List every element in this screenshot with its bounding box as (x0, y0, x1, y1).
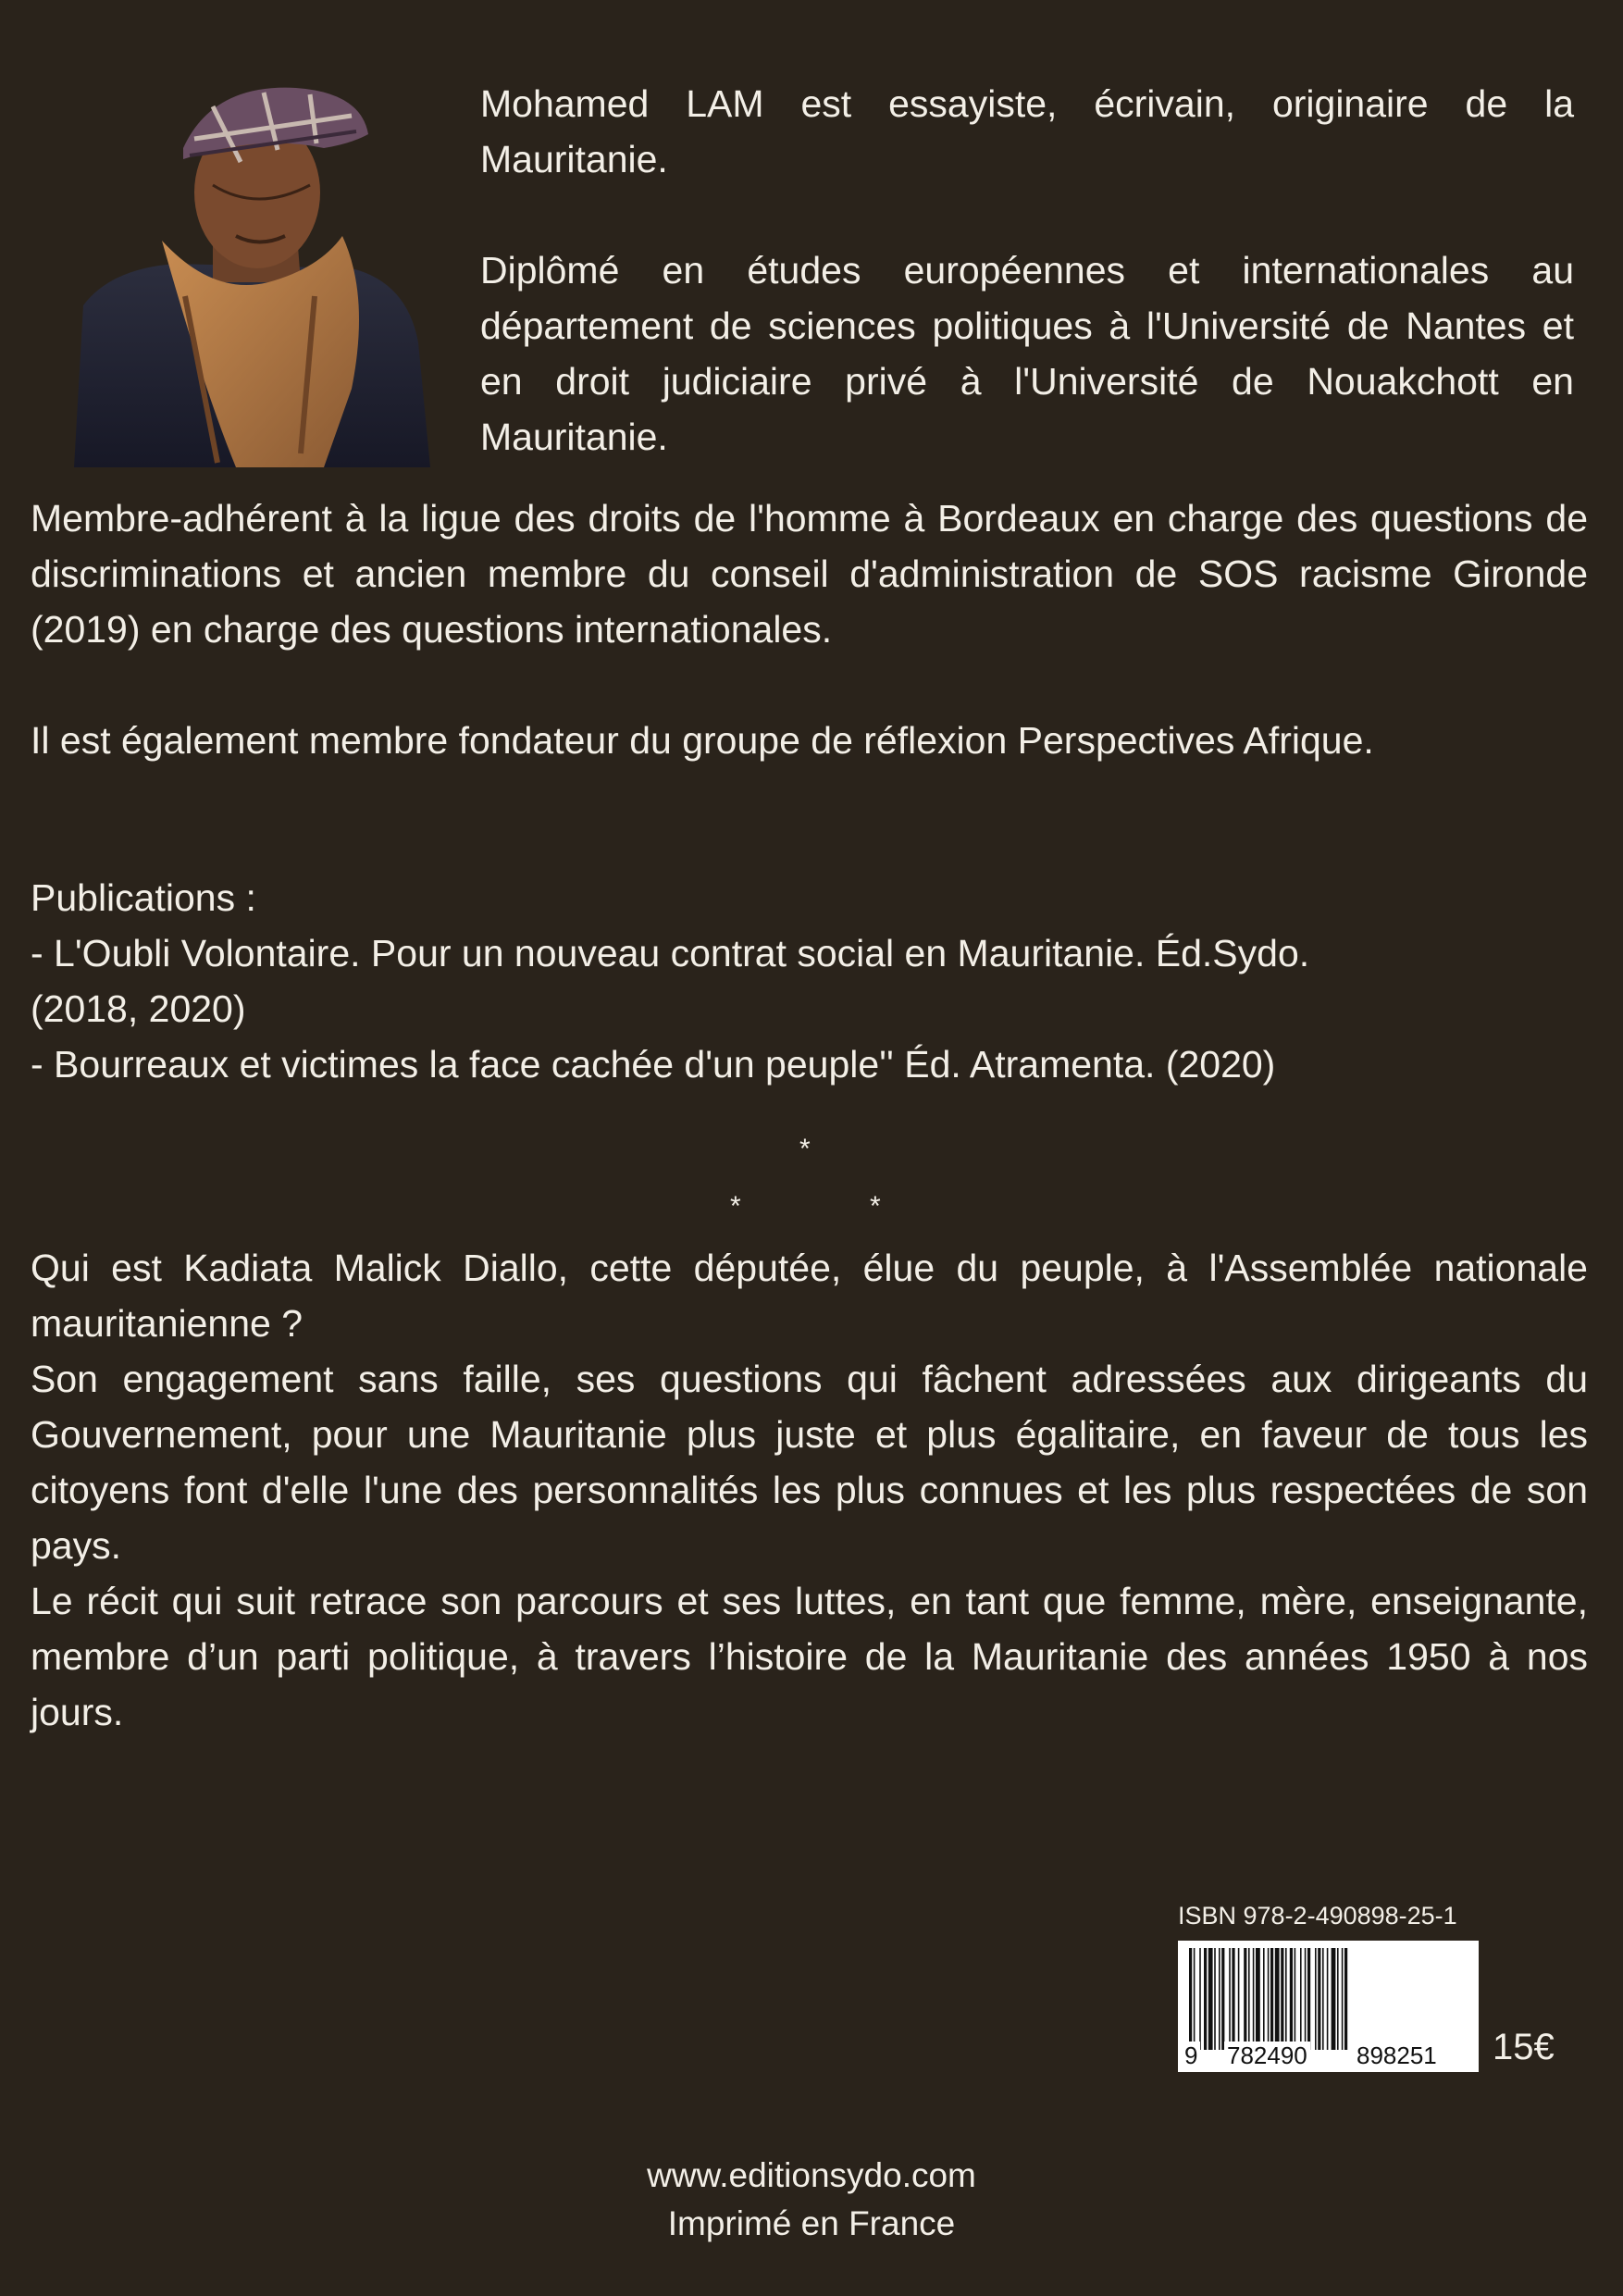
publication-item-text: - L'Oubli Volontaire. Pour un nouveau contrat social en Mauritanie. Éd.Sydo. (31, 932, 1310, 974)
author-photo (74, 83, 430, 467)
barcode-digits (1178, 2042, 1479, 2069)
publication-item (31, 925, 1588, 981)
barcode-digit-group: 782490 (1224, 2042, 1310, 2070)
barcode-digit-group: 9 (1182, 2042, 1200, 2070)
author-bio-intro (480, 76, 1574, 465)
bio-paragraph: Membre-adhérent à la ligue des droits de l'homme à Bordeaux en charge des questions de discriminations et ancien membre du conseil d'administration de SOS racisme Gironde (2019) en charge des questions internationales. (31, 497, 1588, 651)
bio-paragraph: Il est également membre fondateur du groupe de réflexion Perspectives Afrique. (31, 719, 1374, 762)
publisher-website[interactable]: www.editionsydo.com (647, 2156, 976, 2194)
synopsis-paragraph: Son engagement sans faille, ses questions qui fâchent adressées aux dirigeants du Gouvernement, pour une Mauritanie plus juste et plus égalitaire, en faveur de tous les citoyens font d'elle l'une des personnalités les plus connues et les plus respectées de son pays. (31, 1358, 1588, 1567)
price: 15€ (1493, 2027, 1555, 2067)
synopsis-paragraph: Qui est Kadiata Malick Diallo, cette députée, élue du peuple, à l'Assemblée nationale mauritanienne ? (31, 1247, 1588, 1345)
publication-item: - Bourreaux et victimes la face cachée d'un peuple'' Éd. Atramenta. (2020) (31, 1043, 1276, 1086)
bio-paragraph: Mohamed LAM est essayiste, écrivain, originaire de la Mauritanie. (480, 82, 1574, 180)
publications-heading: Publications : (31, 876, 256, 919)
book-synopsis (31, 1240, 1588, 1740)
separator-star-icon: * (870, 1191, 881, 1222)
printed-in: Imprimé en France (667, 2204, 956, 2242)
barcode-digit-group: 898251 (1354, 2042, 1440, 2070)
synopsis-paragraph: Le récit qui suit retrace son parcours et ses luttes, en tant que femme, mère, enseignante, membre d’un parti politique, à travers l’histoire de la Mauritanie des années 1950 à nos jours. (31, 1580, 1588, 1733)
publisher-footer (0, 2152, 1623, 2248)
author-bio-details (31, 490, 1588, 824)
bio-paragraph: Diplômé en études européennes et internationales au département de sciences politiques à l'Université de Nantes et en droit judiciaire privé à l'Université de Nouakchott en Mauritanie. (480, 249, 1574, 458)
separator-star-icon: * (730, 1191, 741, 1222)
barcode (1178, 1941, 1479, 2072)
isbn-label: ISBN 978-2-490898-25-1 (1178, 1902, 1457, 1930)
separator-star-icon: * (799, 1134, 811, 1164)
publication-item: (2018, 2020) (31, 987, 246, 1030)
author-portrait-icon (74, 83, 430, 467)
section-separator (0, 1134, 1623, 1226)
publications-list (31, 870, 1588, 1092)
